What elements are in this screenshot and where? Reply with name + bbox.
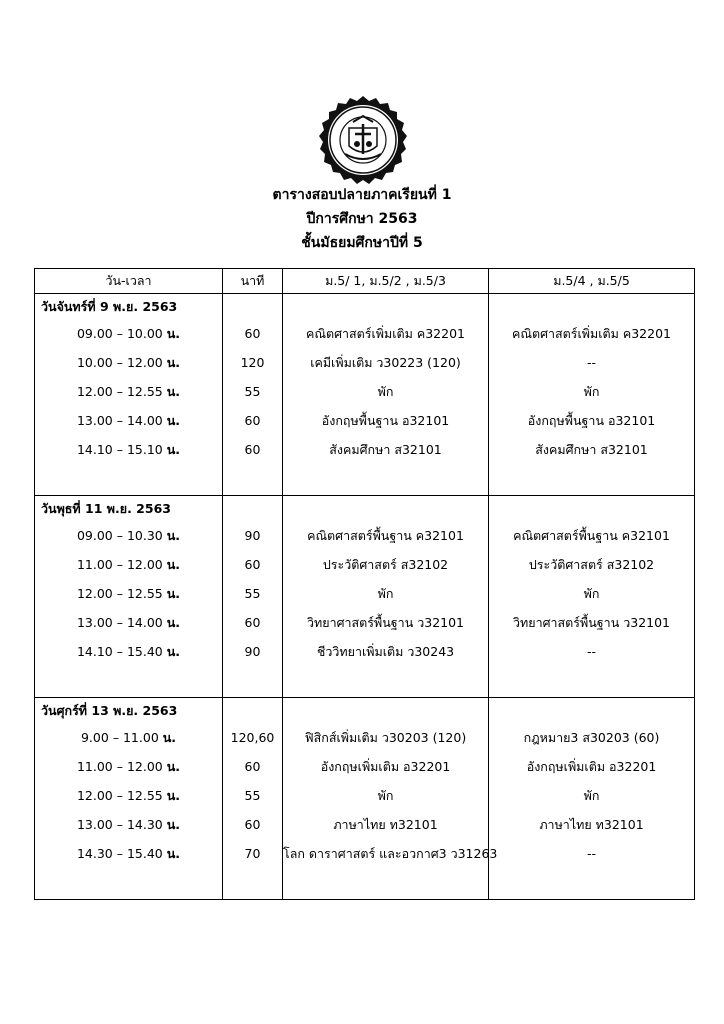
time-unit: น. [166, 846, 181, 861]
time-range: 13.00 – 14.00 [76, 615, 167, 630]
day-label: วันศุกร์ที่ 13 พ.ย. 2563 [41, 703, 178, 718]
group-1-subject-value: โลก ดาราศาสตร์ และอวกาศ3 ว31263 [283, 846, 498, 861]
group-2-subject-value: กฎหมาย3 ส30203 (60) [523, 730, 660, 745]
group-2-subject-value: สังคมศึกษา ส32101 [535, 442, 648, 457]
group-2-subject-value: อังกฤษเพิ่มเติม อ32201 [526, 759, 657, 774]
time-range: 13.00 – 14.30 [76, 817, 167, 832]
group-1-subject-cell [283, 698, 498, 900]
day-label: วันพุธที่ 11 พ.ย. 2563 [41, 501, 171, 516]
minutes-value: 60 [244, 615, 261, 630]
time-slot [35, 348, 222, 377]
time-slot [35, 810, 222, 839]
minutes-value: 55 [244, 384, 261, 399]
academic-year: ปีการศึกษา 2563 [306, 211, 418, 227]
time-unit: น. [166, 615, 181, 630]
time-slot [35, 406, 222, 435]
time-slot [35, 608, 222, 637]
minutes-cell [223, 496, 283, 698]
time-unit: น. [166, 817, 181, 832]
time-unit: น. [166, 759, 181, 774]
group-1-subject-value: ภาษาไทย ท32101 [333, 817, 438, 832]
day-label: วันจันทร์ที่ 9 พ.ย. 2563 [41, 299, 178, 314]
time-slot [35, 752, 222, 781]
time-unit: น. [166, 586, 181, 601]
group-1-subject-value: พัก [377, 586, 394, 601]
group-1-subject-value: อังกฤษเพิ่มเติม อ32201 [320, 759, 451, 774]
minutes-value: 60 [244, 413, 261, 428]
group-1-subject-value: อังกฤษพื้นฐาน อ32101 [321, 413, 450, 428]
group-2-subject-value: พัก [583, 384, 600, 399]
group-1-subject-value: พัก [377, 788, 394, 803]
day-time-cell [35, 698, 223, 900]
group-2-subject-cell [489, 496, 695, 698]
minutes-value: 60 [244, 557, 261, 572]
minutes-value: 120 [240, 355, 265, 370]
exam-schedule-table [34, 268, 695, 900]
col-header-group-2: ม.5/4 , ม.5/5 [489, 269, 695, 294]
minutes-value: 120,60 [230, 730, 275, 745]
group-2-subject-value: ประวัติศาสตร์ ส32102 [528, 557, 655, 572]
group-2-subject-value: วิทยาศาสตร์พื้นฐาน ว32101 [512, 615, 671, 630]
time-range: 11.00 – 12.00 [76, 759, 167, 774]
time-slot [35, 550, 222, 579]
time-range: 12.00 – 12.55 [76, 384, 167, 399]
minutes-value: 55 [244, 586, 261, 601]
time-unit: น. [166, 788, 181, 803]
grade-level: ชั้นมัธยมศึกษาปีที่ 5 [301, 235, 423, 251]
time-unit: น. [166, 384, 181, 399]
time-slot [35, 319, 222, 348]
day-block [35, 294, 695, 496]
minutes-cell [223, 294, 283, 496]
minutes-value: 60 [244, 442, 261, 457]
minutes-cell [223, 698, 283, 900]
group-1-subject-value: สังคมศึกษา ส32101 [329, 442, 442, 457]
exam-title: ตารางสอบปลายภาคเรียนที่ 1 [272, 187, 452, 203]
minutes-value: 55 [244, 788, 261, 803]
group-1-subject-value: วิทยาศาสตร์พื้นฐาน ว32101 [306, 615, 465, 630]
time-slot [35, 377, 222, 406]
group-2-subject-value: คณิตศาสตร์เพิ่มเติม ค32201 [512, 326, 671, 341]
time-unit: น. [166, 442, 181, 457]
time-unit: น. [166, 644, 181, 659]
group-2-subject-cell [489, 698, 695, 900]
group-2-subject-value: -- [586, 355, 597, 370]
time-slot [35, 637, 222, 666]
day-block [35, 698, 695, 900]
group-2-subject-value: ภาษาไทย ท32101 [539, 817, 644, 832]
group-1-subject-value: คณิตศาสตร์พื้นฐาน ค32101 [307, 528, 464, 543]
group-1-subject-value: ฟิสิกส์เพิ่มเติม ว30203 (120) [304, 730, 467, 745]
group-2-subject-value: พัก [583, 586, 600, 601]
time-unit: น. [166, 528, 181, 543]
minutes-value: 70 [244, 846, 261, 861]
group-1-subject-value: เคมีเพิ่มเติม ว30223 (120) [310, 355, 461, 370]
time-slot [35, 839, 222, 868]
time-range: 09.00 – 10.30 [76, 528, 167, 543]
group-2-subject-value: พัก [583, 788, 600, 803]
group-1-subject-value: พัก [377, 384, 394, 399]
group-2-subject-value: อังกฤษพื้นฐาน อ32101 [527, 413, 656, 428]
minutes-value: 90 [244, 644, 261, 659]
time-range: 14.30 – 15.40 [76, 846, 167, 861]
time-range: 11.00 – 12.00 [76, 557, 167, 572]
col-header-minutes: นาที [223, 269, 283, 294]
time-unit: น. [162, 730, 177, 745]
table-header-row [35, 269, 695, 294]
time-range: 12.00 – 12.55 [76, 586, 167, 601]
time-unit: น. [166, 326, 181, 341]
day-time-cell [35, 294, 223, 496]
group-2-subject-cell [489, 294, 695, 496]
group-2-subject-value: คณิตศาสตร์พื้นฐาน ค32101 [513, 528, 670, 543]
minutes-value: 60 [244, 817, 261, 832]
time-slot [35, 435, 222, 464]
time-range: 9.00 – 11.00 [80, 730, 163, 745]
time-range: 13.00 – 14.00 [76, 413, 167, 428]
time-slot [35, 521, 222, 550]
time-range: 10.00 – 12.00 [76, 355, 167, 370]
minutes-value: 60 [244, 759, 261, 774]
time-unit: น. [166, 355, 181, 370]
time-unit: น. [166, 557, 181, 572]
group-1-subject-cell [283, 496, 489, 698]
col-header-day-time: วัน-เวลา [35, 269, 223, 294]
school-seal-logo [317, 94, 409, 186]
group-1-subject-value: ประวัติศาสตร์ ส32102 [322, 557, 449, 572]
group-1-subject-value: คณิตศาสตร์เพิ่มเติม ค32201 [306, 326, 465, 341]
group-1-subject-value: ชีววิทยาเพิ่มเติม ว30243 [316, 644, 455, 659]
time-range: 14.10 – 15.10 [76, 442, 167, 457]
document-header [0, 183, 724, 255]
time-range: 09.00 – 10.00 [76, 326, 167, 341]
minutes-value: 90 [244, 528, 261, 543]
group-2-subject-value: -- [586, 644, 597, 659]
time-slot [35, 723, 222, 752]
time-unit: น. [166, 413, 181, 428]
minutes-value: 60 [244, 326, 261, 341]
day-block [35, 496, 695, 698]
group-2-subject-value: -- [586, 846, 597, 861]
time-slot [35, 579, 222, 608]
day-time-cell [35, 496, 223, 698]
time-range: 12.00 – 12.55 [76, 788, 167, 803]
time-range: 14.10 – 15.40 [76, 644, 167, 659]
group-1-subject-cell [283, 294, 489, 496]
time-slot [35, 781, 222, 810]
col-header-group-1: ม.5/ 1, ม.5/2 , ม.5/3 [283, 269, 489, 294]
